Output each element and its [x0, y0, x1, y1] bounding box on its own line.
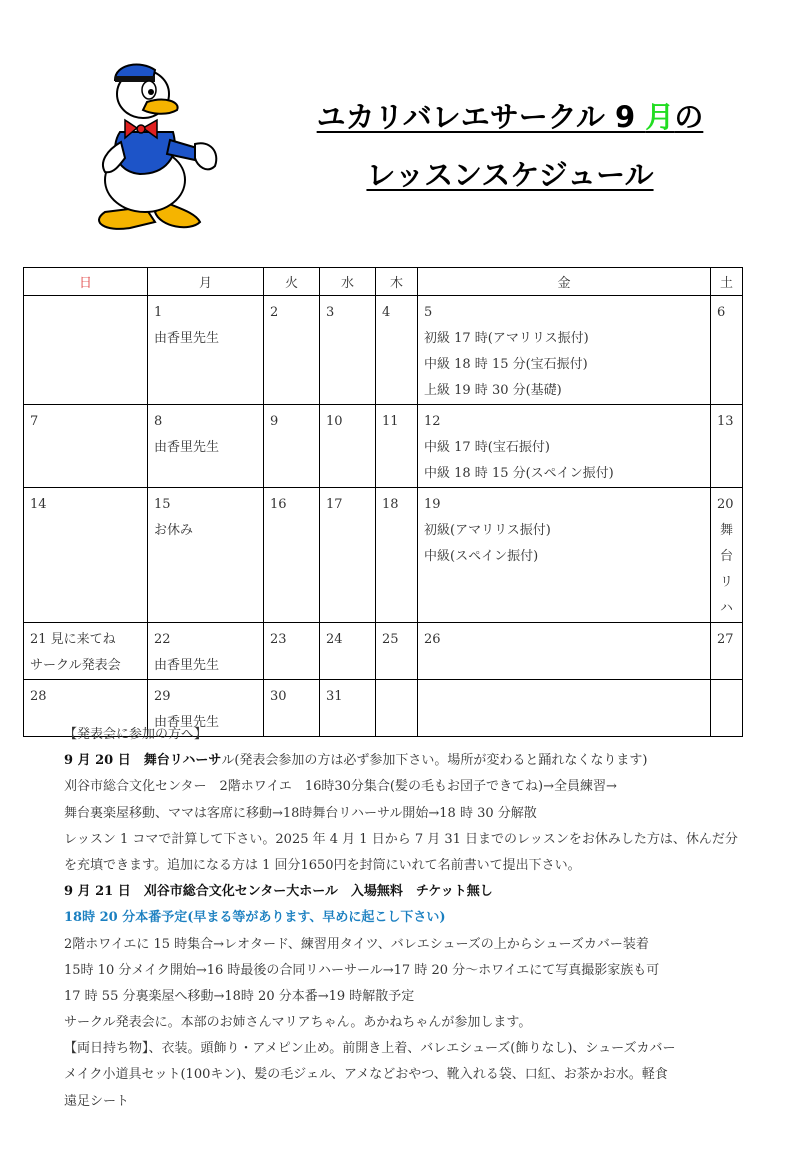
note-line: 17 時 55 分裏楽屋へ移動→18時 20 分本番→19 時解散予定 [64, 988, 415, 1004]
weekday-thu: 木 [376, 268, 418, 296]
day-number: 13 [717, 414, 734, 429]
day-entry: 中級 18 時 15 分(スペイン振付) [424, 466, 614, 481]
calendar-week-row [24, 488, 743, 623]
day-number: 26 [424, 632, 441, 647]
day-cell-wed [320, 296, 376, 405]
day-cell-sun [24, 488, 148, 623]
calendar-week-row [24, 623, 743, 680]
day-cell-tue [264, 405, 320, 488]
day-cell-mon [148, 623, 264, 680]
day-entry: サークル発表会 [30, 658, 121, 673]
day-number: 22 [154, 632, 171, 647]
note-line: 2階ホワイエに 15 時集合→レオタード、練習用タイツ、バレエシューズの上からシューズカバー装着 [64, 936, 649, 952]
day-number: 10 [326, 414, 343, 429]
note-line: 【発表会に参加の方へ】 [64, 727, 208, 742]
day-number: 15 [154, 497, 171, 512]
weekday-sun: 日 [24, 268, 148, 296]
title-prefix: ユカリバレエサークル 9 [316, 100, 646, 134]
note-line: を充填できます。追加になる方は 1 回分1650円を封筒にいれて名前書いて提出下さい。 [64, 857, 581, 873]
note-line: レッスン 1 コマで計算して下さい。2025 年 4 月 1 日から 7 月 31 日までのレッスンをお休みした方は、休んだ分 [64, 831, 738, 847]
day-number: 3 [326, 305, 335, 320]
schedule-calendar [23, 267, 743, 737]
day-cell-mon [148, 296, 264, 405]
day-cell-sat [711, 296, 743, 405]
day-number: 5 [424, 305, 433, 320]
day-cell-fri [418, 405, 711, 488]
day-number: 9 [270, 414, 279, 429]
day-cell-wed [320, 405, 376, 488]
note-line: 刈谷市総合文化センター 2階ホワイエ 16時30分集合(髪の毛もお団子できてね)→全員練習→ [64, 779, 617, 795]
duck-cartoon-image [85, 62, 225, 234]
day-number: 19 [424, 497, 441, 512]
note-line: 【両日持ち物】、衣装。頭飾り・アメピン止め。前開き上着、バレエシューズ(飾りなし)、シューズカバー [64, 1041, 676, 1057]
day-cell-sat [711, 623, 743, 680]
day-cell-sun [24, 623, 148, 680]
notes-section [64, 722, 784, 1115]
day-number: 24 [326, 632, 343, 647]
note-line [64, 748, 784, 774]
day-number: 30 [270, 689, 287, 704]
note-line: 9 月 21 日 刈谷市総合文化センター大ホール 入場無料 チケット無し [64, 884, 493, 900]
day-entry: 由香里先生 [154, 715, 220, 730]
day-entry: 初級 17 時(アマリリス振付) [424, 331, 589, 346]
day-number: 1 [154, 305, 163, 320]
day-cell-sat [711, 488, 743, 623]
title-month: 月 [645, 100, 675, 134]
day-number: 17 [326, 497, 343, 512]
day-cell-fri [418, 488, 711, 623]
day-cell-sun [24, 296, 148, 405]
day-cell-wed [320, 623, 376, 680]
calendar-week-row [24, 296, 743, 405]
day-number: 31 [326, 689, 343, 704]
day-cell-fri [418, 623, 711, 680]
day-number: 2 [270, 305, 279, 320]
day-number: 27 [717, 632, 734, 647]
day-entry: 中級(スペイン振付) [424, 549, 539, 564]
day-cell-tue [264, 488, 320, 623]
note-line: 15時 10 分メイク開始→16 時最後の合同リハーサール→17 時 20 分～ホワイエにて写真撮影家族も可 [64, 962, 660, 978]
day-entry: 由香里先生 [154, 440, 220, 455]
note-bold-prefix: 9 月 20 日 舞台リハーサ [64, 753, 222, 769]
note-line: 舞台裏楽屋移動、ママは客席に移動→18時舞台リハーサル開始→18 時 30 分解散 [64, 805, 537, 821]
day-number: 25 [382, 632, 399, 647]
day-cell-mon [148, 405, 264, 488]
day-entry: 台 [719, 549, 733, 564]
day-entry: 舞 [719, 523, 733, 538]
day-cell-wed [320, 488, 376, 623]
day-entry: 初級(アマリリス振付) [424, 523, 551, 538]
day-number: 11 [382, 414, 399, 429]
weekday-fri: 金 [418, 268, 711, 296]
title-suffix: の [674, 100, 704, 134]
day-entry: 由香里先生 [154, 331, 220, 346]
day-cell-thu [376, 296, 418, 405]
day-cell-sun [24, 405, 148, 488]
day-number: 4 [382, 305, 391, 320]
title-line-2: レッスンスケジュール [366, 158, 654, 192]
day-entry: 上級 19 時 30 分(基礎) [424, 383, 562, 398]
title-line-1 [260, 88, 760, 146]
day-entry: ハ [719, 601, 733, 616]
day-cell-sat [711, 405, 743, 488]
day-cell-mon [148, 488, 264, 623]
day-entry: お休み [154, 523, 194, 538]
day-entry: リ [719, 575, 733, 590]
day-cell-tue [264, 623, 320, 680]
note-rest: ル(発表会参加の方は必ず参加下さい。場所が変わると踊れなくなります) [221, 753, 648, 769]
day-number: 12 [424, 414, 441, 429]
day-number: 6 [717, 305, 726, 320]
day-number: 28 [30, 689, 47, 704]
day-cell-tue [264, 296, 320, 405]
day-number: 21 見に来てね [30, 632, 116, 647]
weekday-sat: 土 [711, 268, 743, 296]
day-number: 18 [382, 497, 399, 512]
note-line: メイク小道具セット(100キン)、髪の毛ジェル、アメなどおやつ、靴入れる袋、口紅、お茶かお水。軽食 [64, 1067, 668, 1083]
weekday-wed: 水 [320, 268, 376, 296]
day-entry: 中級 18 時 15 分(宝石振付) [424, 357, 588, 372]
day-cell-fri [418, 296, 711, 405]
day-number: 14 [30, 497, 47, 512]
day-number: 16 [270, 497, 287, 512]
day-entry: 中級 17 時(宝石振付) [424, 440, 550, 455]
day-number: 29 [154, 689, 171, 704]
note-line: 遠足シート [64, 1093, 130, 1109]
calendar-week-row [24, 405, 743, 488]
note-line: サークル発表会に。本部のお姉さんマリアちゃん。あかねちゃんが参加します。 [64, 1015, 532, 1031]
day-number: 23 [270, 632, 287, 647]
day-number: 20 [717, 497, 734, 512]
day-cell-thu [376, 405, 418, 488]
note-line: 18時 20 分本番予定(早まる等があります、早めに起こし下さい) [64, 910, 446, 926]
day-cell-thu [376, 623, 418, 680]
day-entry: 由香里先生 [154, 658, 220, 673]
page-title [260, 88, 760, 204]
day-number: 7 [30, 414, 39, 429]
day-cell-thu [376, 488, 418, 623]
weekday-tue: 火 [264, 268, 320, 296]
day-number: 8 [154, 414, 163, 429]
weekday-mon: 月 [148, 268, 264, 296]
weekday-header-row [24, 268, 743, 296]
